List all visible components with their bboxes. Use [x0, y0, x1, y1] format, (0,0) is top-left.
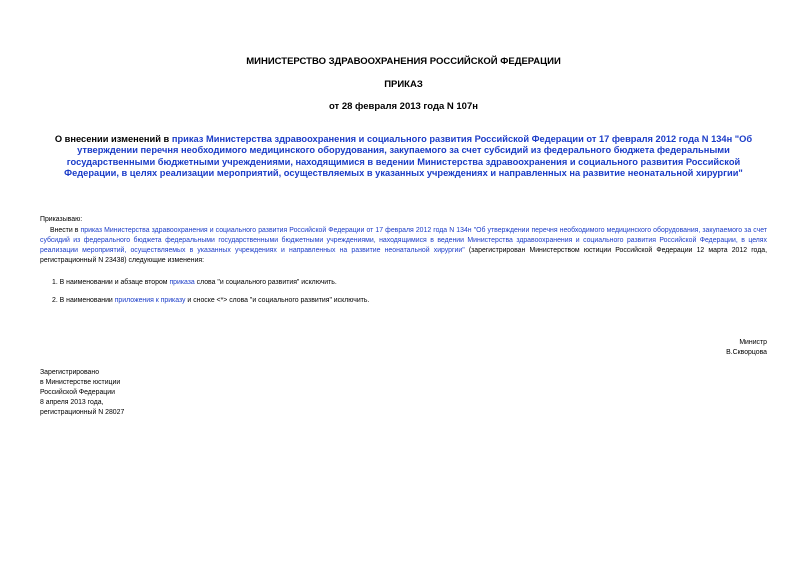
item2-link[interactable]: приложения к приказу [114, 297, 186, 304]
registration-line: 8 апреля 2013 года, [40, 399, 104, 406]
registration-line: регистрационный N 28027 [40, 409, 125, 416]
item2-suffix: и сноске <*> слова "и социального развития" исключить. [185, 297, 370, 304]
item1-prefix: 1. В наименовании и абзаце втором [52, 279, 170, 286]
signature-position: Министр [739, 339, 767, 346]
item2-prefix: 2. В наименовании [52, 297, 115, 304]
item1-link[interactable]: приказа [169, 279, 195, 286]
registration-line: Зарегистрировано [40, 369, 100, 376]
subject-prefix: О внесении изменений в [54, 134, 172, 144]
doc-type: ПРИКАЗ [384, 79, 423, 90]
signature-name: В.Скворцова [726, 349, 767, 356]
item-1 [52, 278, 779, 288]
registration-line: в Министерстве юстиции [40, 379, 121, 386]
main-order-link[interactable]: приказ Министерства здравоохранения и социального развития Российской Федерации от 17 февраля 2012 года N 134н "Об утверждении перечня необходимого медицинского оборудования, закупаемого за счет субсидий из федерального бюджета федеральными государственными бюджетными учреждениями, находящимися в ведении Министерства здравоохранения и социального развития Российской Федерации, в целях реализации мероприятий, осуществляемых в указанных учреждениях и направленных на развитие неонатальной хирургии" [40, 227, 767, 254]
order-word: Приказываю: [40, 216, 83, 223]
ministry-title: МИНИСТЕРСТВО ЗДРАВООХРАНЕНИЯ РОССИЙСКОЙ ФЕДЕРАЦИИ [246, 56, 561, 67]
registration-block [40, 368, 124, 418]
item1-suffix: слова "и социального развития" исключить. [194, 279, 337, 286]
signature-block [726, 338, 767, 358]
date-number: от 28 февраля 2013 года N 107н [328, 101, 478, 112]
subject-order-link[interactable]: приказ Министерства здравоохранения и социального развития Российской Федерации от 17 февраля 2012 года N 134н "Об утверждении перечня необходимого медицинского оборудования, закупаемого за счет субсидий из федерального бюджета федеральными государственными бюджетными учреждениями, находящимися в ведении Министерства здравоохранения и социального развития Российской Федерации, в целях реализации мероприятий, осуществляемых в указанных учреждениях и направленных на развитие неонатальной хирургии" [64, 134, 753, 179]
main-paragraph [40, 226, 767, 266]
main-suffix: (зарегистрирован Министерством юстиции Российской Федерации 12 марта 2012 года, регистрационный N 23438) следующие изменения: [40, 247, 768, 264]
registration-line: Российской Федерации [40, 389, 115, 396]
item-2 [52, 296, 779, 306]
main-prefix: Внести в [50, 227, 81, 234]
document-subject [40, 134, 767, 180]
